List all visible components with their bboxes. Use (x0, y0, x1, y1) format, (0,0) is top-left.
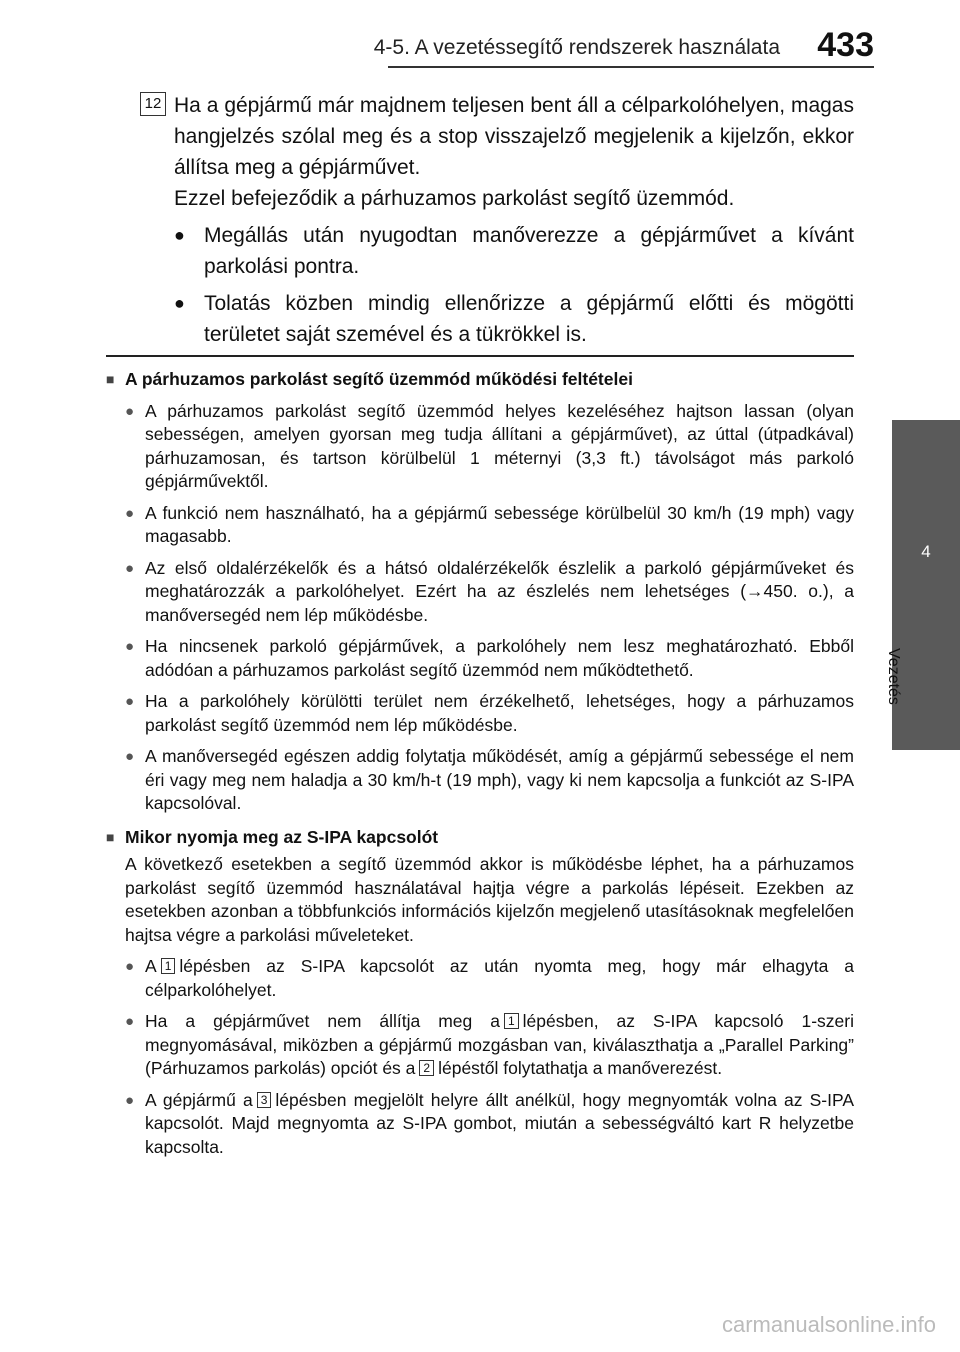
list-item-text (145, 1089, 854, 1160)
bullet-icon: ● (125, 958, 135, 975)
section-heading (106, 826, 854, 850)
section-paragraph: A következő esetekben a segítő üzemmód akkor is működésbe léphet, ha a párhuzamos parkolást segítő üzemmód használatával hajtja végre a parkolás lépéseit. Ezekben az esetekben azonban a többfunkciós információs kijelzőn megjelenő utasításoknak megfelelően hajtsa végre a parkolási műveleteket. (125, 854, 854, 945)
bullet-icon: ● (174, 225, 185, 245)
step-badge: 12 (140, 92, 166, 116)
list-item-text: Ha nincsenek parkoló gépjárművek, a parkolóhely nem lesz meghatározható. Ebből adódóan a párhuzamos parkolást segítő üzemmód nem működtethető. (145, 636, 854, 680)
intro-bullet (174, 288, 854, 350)
step-number-box: 3 (257, 1092, 272, 1108)
intro-bullet (174, 220, 854, 282)
text-fragment: lépésben az S-IPA kapcsolót az után nyomta meg, hogy már elhagyta a célparkolóhelyet. (145, 956, 854, 1000)
text-fragment: lépéstől folytathatja a manőverezést. (438, 1058, 723, 1078)
list-item-text: A funkció nem használható, ha a gépjármű sebessége körülbelül 30 km/h (19 mph) vagy magasabb. (145, 502, 854, 546)
page-header (0, 0, 960, 70)
intro-bullet-text: Tolatás közben mindig ellenőrizze a gépjármű előtti és mögötti területet saját szemével és a tükrökkel is. (204, 292, 854, 346)
intro-block (174, 90, 854, 350)
bullet-icon: ● (125, 638, 135, 655)
section-heading-text: A párhuzamos parkolást segítő üzemmód működési feltételei (125, 369, 633, 389)
list-item-text (145, 955, 854, 1002)
step-number-box: 1 (161, 958, 176, 974)
list-item-text: A manőversegéd egészen addig folytatja működését, amíg a gépjármű sebessége el nem éri vagy meg nem haladja a 30 km/h-t (19 mph), vagy ki nem kapcsolja a funkciót az S-IPA kapcsolóval. (145, 746, 854, 813)
intro-bullet-text: Megállás után nyugodtan manőverezze a gépjárművet a kívánt parkolási pontra. (204, 224, 854, 278)
watermark[interactable]: carmanualsonline.info (721, 1312, 936, 1337)
chapter-tab-bottom (892, 684, 960, 750)
bullet-icon: ● (125, 693, 135, 710)
text-fragment: A (145, 956, 157, 976)
square-bullet-icon: ■ (106, 828, 115, 845)
list-item-text: A párhuzamos parkolást segítő üzemmód helyes kezeléséhez hajtson lassan (olyan sebességen, amelyen gyorsan meg tudja állítani a gépjárművet), az úttal (útpadkával) párhuzamosan, és tartson körülbelül 1 méternyi (3,3 ft.) távolságot más parkoló gépjárművektől. (145, 400, 854, 491)
list-item (106, 635, 854, 682)
text-fragment: lépésben megjelölt helyre állt anélkül, hogy megnyomták volna az S-IPA kapcsolót. Majd megnyomta az S-IPA gombot, miután a sebességváltó kart R helyzetbe kapcsolta. (145, 1089, 854, 1157)
square-bullet-icon: ■ (106, 371, 115, 387)
chapter-label: Vezetés (885, 648, 902, 705)
intro-paragraph-2: Ezzel befejeződik a párhuzamos parkolást segítő üzemmód. (174, 187, 735, 210)
bullet-icon: ● (125, 504, 135, 522)
list-item (106, 1089, 854, 1160)
chapter-tab (892, 494, 960, 684)
list-item-text: Az első oldalérzékelők és a hátsó oldalérzékelők észlelik a parkoló gépjárműveket és meghatározzák a parkolóhelyet. Ezért ha az észlelés nem lehetséges (→450. o.), a manőversegéd nem lép működésbe. (145, 557, 854, 625)
section-heading (106, 368, 854, 392)
main-content (106, 364, 854, 1159)
list-item (106, 1010, 854, 1081)
page-number: 433 (817, 26, 874, 64)
bullet-icon: ● (125, 748, 135, 765)
section-heading-text: Mikor nyomja meg az S-IPA kapcsolót (125, 826, 439, 847)
text-fragment: A gépjármű a (145, 1089, 253, 1110)
bullet-icon: ● (125, 402, 135, 420)
list-item (106, 690, 854, 737)
bullet-icon: ● (125, 1013, 135, 1030)
list-item (106, 955, 854, 1002)
list-item (106, 502, 854, 549)
bullet-icon: ● (125, 559, 135, 577)
list-item-text (145, 1010, 854, 1081)
step-number-box: 1 (504, 1013, 519, 1029)
header-rule (388, 66, 874, 68)
section-divider (106, 355, 854, 357)
list-item (106, 745, 854, 816)
list-item (106, 557, 854, 628)
text-fragment: Ha a gépjárművet nem állítja meg a (145, 1011, 500, 1031)
list-item (106, 400, 854, 494)
list-item-text: Ha a parkolóhely körülötti terület nem érzékelhető, lehetséges, hogy a párhuzamos parkolást segítő üzemmód nem lép működésbe. (145, 691, 854, 735)
bullet-icon: ● (125, 1091, 135, 1109)
chapter-tab-top (892, 420, 960, 494)
chapter-number: 4 (921, 542, 931, 561)
bullet-icon: ● (174, 293, 185, 313)
intro-paragraph-1: Ha a gépjármű már majdnem teljesen bent áll a célparkolóhelyen, magas hangjelzés szólal meg és a stop visszajelző megjelenik a kijelzőn, ekkor állítsa meg a gépjárművet. (174, 94, 854, 179)
text-fragment: lépésben, az S-IPA kapcsoló 1-szeri megnyomásával, miközben a gépjármű mozgásban van, kiválaszthatja a „Parallel Parking” (Párhuzamos parkolás) opciót és a (145, 1011, 854, 1078)
section-title: 4-5. A vezetéssegítő rendszerek használata (373, 36, 780, 59)
step-number-box: 2 (419, 1060, 434, 1076)
